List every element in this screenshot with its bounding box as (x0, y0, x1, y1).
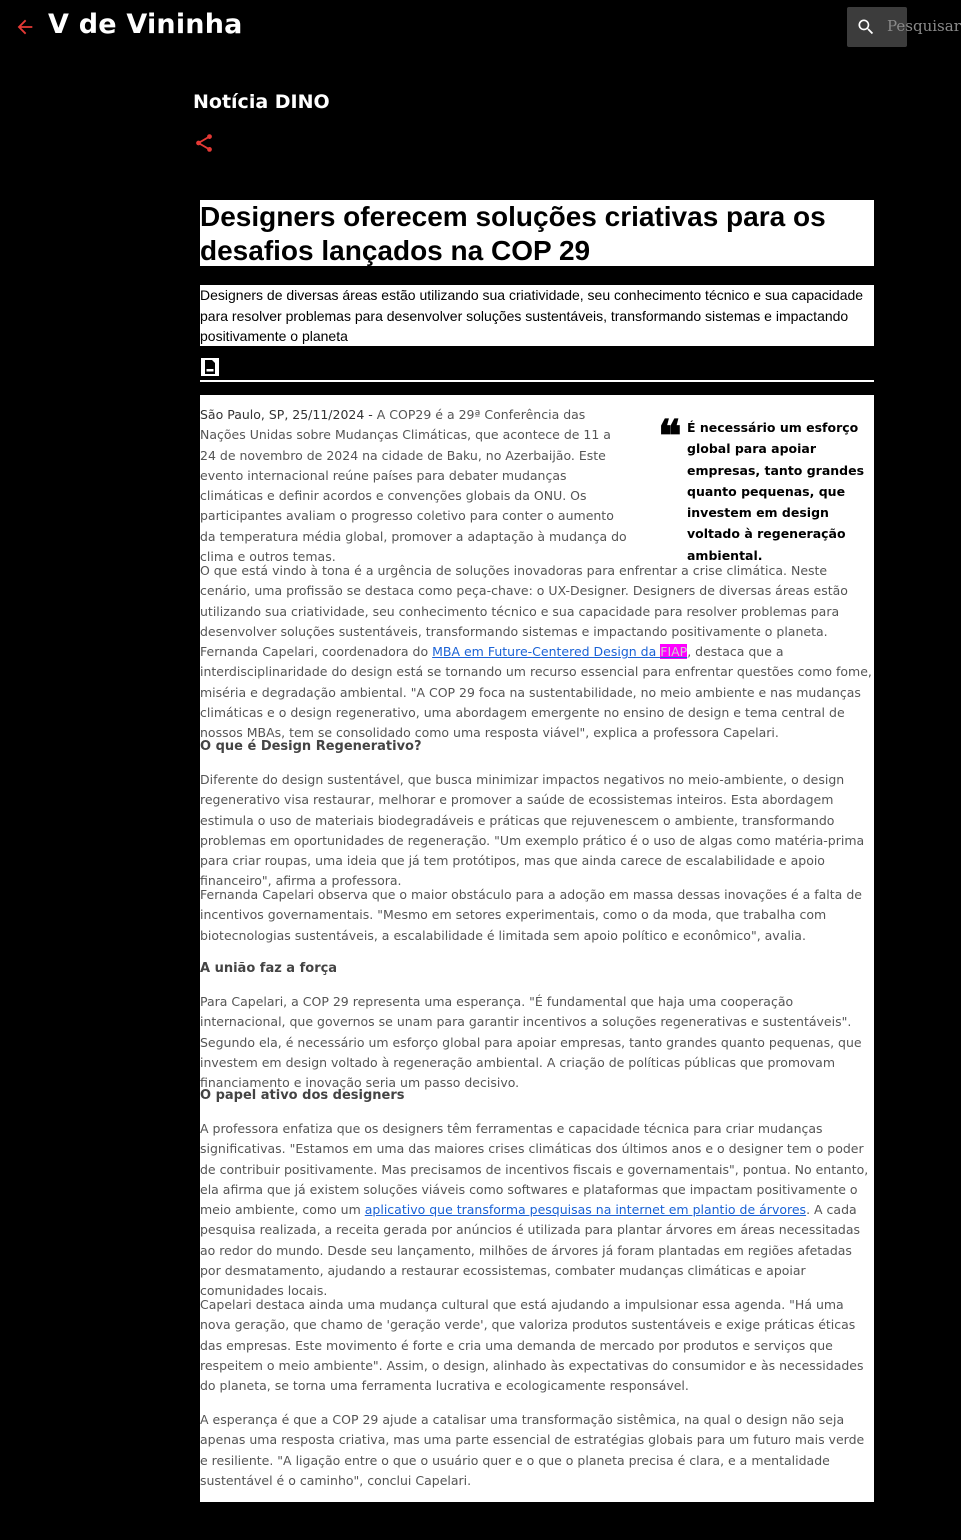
intro-paragraph: São Paulo, SP, 25/11/2024 - A COP29 é a 29ª Conferência das Nações Unidas sobre Mudanças Climáticas, que acontece de 11 a 24 de novembro de 2024 na cidade de Baku, no Azerbaijão. Este evento internacional reúne países para debater mudanças climáticas e definir acordos e convenções globais da ONU. Os participantes avaliam o progresso coletivo para conter o aumento da temperatura média global, promover a adaptação à mudança do clima e outros temas. (200, 407, 627, 565)
divider (200, 380, 874, 382)
section-heading-designers: O papel ativo dos designers (200, 1088, 405, 1103)
article-title: Designers oferecem soluções criativas para os desafios lançados na COP 29 (200, 201, 826, 266)
paragraph-7: Capelari destaca ainda uma mudança cultural que está ajudando a impulsionar essa agenda. "Há uma nova geração, que chamo de 'geração verde', que valoriza produtos sustentáveis e exige práticas éticas das empresas. Este movimento é forte e cria uma demanda de mercado por produtos e serviços que respeitem o meio ambiente". Assim, o design, alinhado às expectativas do consumidor e às necessidades do planeta, se torna uma ferramenta lucrativa e ecologicamente responsável. (200, 1297, 864, 1394)
section-heading-union: A união faz a força (200, 961, 338, 976)
article-title-box (200, 200, 874, 266)
arrow-left-icon[interactable] (14, 16, 36, 38)
section-heading-regenerative: O que é Design Regenerativo? (200, 739, 422, 754)
search-input[interactable]: Pesquisar (887, 17, 961, 35)
paragraph-6: A professora enfatiza que os designers têm ferramentas e capacidade técnica para criar mudanças significativas. "Estamos em uma das maiores crises climáticas dos últimos anos e o designer tem o poder de contribuir positivamente. Mas precisamos de incentivos fiscais e governamentais", pontua. No entanto, ela afirma que já existem soluções viáveis como softwares e plataformas que impactam positivamente o meio ambiente, como um aplicativo que transforma pesquisas na internet em plantio de árvores. A cada pesquisa realizada, a receita gerada por anúncios é utilizada para plantar árvores em áreas necessitadas ao redor do mundo. Desde seu lançamento, milhões de árvores já foram plantadas em regiões afetadas por desmatamento, ajudando a restaurar ecossistemas, combater mudanças climáticas e apoiar comunidades locais. (200, 1121, 869, 1299)
post-label[interactable]: Notícia DINO (193, 91, 330, 113)
search-box[interactable] (847, 7, 961, 47)
paragraph-2: O que está vindo à tona é a urgência de soluções inovadoras para enfrentar a crise climática. Neste cenário, uma profissão se destaca como peça-chave: o UX-Designer. Designers de diversas áreas estão utilizando sua criatividade, seu conhecimento técnico e sua capacidade para resolver problemas para desenvolver soluções sustentáveis, transformando sistemas e impactando positivamente o planeta. Fernanda Capelari, coordenadora do MBA em Future-Centered Design da FIAP, destaca que a interdisciplinaridade do design está se tornando um recurso essencial para enfrentar questões como fome, miséria e degradação ambiental. "A COP 29 foca na sustentabilidade, no meio ambiente e nas mudanças climáticas e o design regenerativo, uma abordagem emergente no ensino de design e tema central de nossos MBAs, tem se consolidado como uma resposta viável", explica a professora Capelari. (200, 563, 872, 741)
app-trees-link[interactable]: aplicativo que transforma pesquisas na internet em plantio de árvores (364, 1202, 807, 1218)
paragraph-5: Para Capelari, a COP 29 representa uma esperança. "É fundamental que haja uma cooperação internacional, que governos se unam para garantir incentivos a soluções regenerativas e sustentáveis". Segundo ela, é necessário um esforço global para apoiar empresas, tanto grandes quanto pequenas, que investem em design voltado à regeneração ambiental. A criação de políticas públicas que promovam financiamento e inovação seria um passo decisivo. (200, 994, 862, 1091)
article-body (200, 395, 874, 1502)
quote-icon: ❝ (658, 411, 682, 462)
top-bar (0, 0, 961, 56)
share-icon[interactable] (193, 132, 215, 154)
article-lead: Designers de diversas áreas estão utilizando sua criatividade, seu conhecimento técnico e sua capacidade para resolver problemas para desenvolver soluções sustentáveis, transformando sistemas e impactando positivamente o planeta (200, 285, 874, 346)
paragraph-3: Diferente do design sustentável, que busca minimizar impactos negativos no meio-ambiente, o design regenerativo visa restaurar, melhorar e promover a saúde de ecossistemas inteiros. Esta abordagem estimula o uso de materiais biodegradáveis e práticas que rejuvenescem o ambiente, transformando problemas em oportunidades de regeneração. "Um exemplo prático é o uso de algas como matéria-prima para criar roupas, uma ideia que já tem protótipos, mas que ainda carece de escalabilidade e apoio financeiro", afirma a professora. (200, 772, 865, 889)
paragraph-8: A esperança é que a COP 29 ajude a catalisar uma transformação sistêmica, na qual o design não seja apenas uma resposta criativa, mas uma parte essencial de estratégias globais para um futuro mais verde e resiliente. "A ligação entre o que o usuário quer e o que o planeta precisa é clara, e a mentalidade sustentável é o caminho", conclui Capelari. (200, 1412, 865, 1488)
mba-link[interactable]: MBA em Future-Centered Design da FIAP (432, 644, 688, 660)
paragraph-4: Fernanda Capelari observa que o maior obstáculo para a adoção em massa dessas inovações é a falta de incentivos governamentais. "Mesmo em setores experimentais, como o da moda, que trabalha com biotecnologias sustentáveis, a escalabilidade é limitada sem apoio político e econômico", avalia. (200, 887, 862, 943)
blog-title[interactable]: V de Vininha (48, 9, 243, 40)
document-icon[interactable] (200, 357, 220, 377)
dateline: São Paulo, SP, 25/11/2024 - (200, 407, 373, 422)
pull-quote-text: É necessário um esforço global para apoiar empresas, tanto grandes quanto pequenas, que investem em design voltado à regeneração ambiental. (687, 420, 865, 563)
search-icon[interactable] (856, 17, 876, 37)
